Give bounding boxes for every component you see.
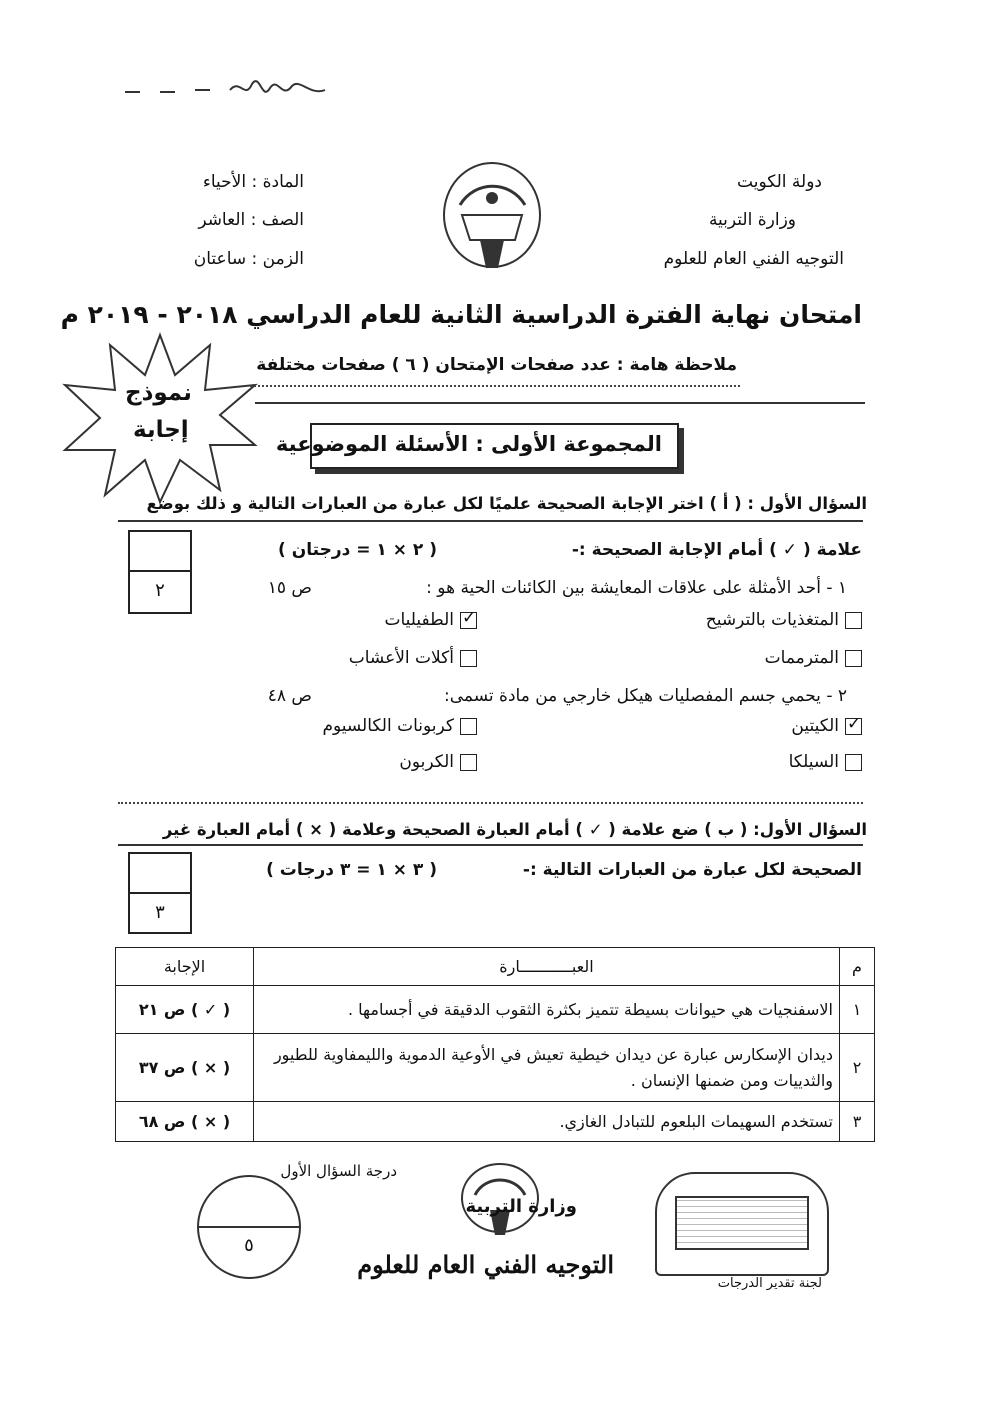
note-underline [250, 385, 740, 387]
exam-note: ملاحظة هامة : عدد صفحات الإمتحان ( ٦ ) صفحات مختلفة [256, 355, 737, 375]
q1b-intro: السؤال الأول: ( ب ) ضع علامة ( ✓ ) أمام العبارة الصحيحة وعلامة ( × ) أمام العبارة غير [162, 820, 867, 839]
q1a-marks: ( ٢ × ١ = درجتان ) [278, 540, 437, 560]
header-ministry: وزارة التربية [708, 210, 796, 230]
badge-line1: نموذج [125, 380, 192, 406]
checkbox[interactable] [845, 612, 862, 629]
checkbox[interactable] [845, 650, 862, 667]
q1b-instruction: الصحيحة لكل عبارة من العبارات التالية :- [522, 860, 862, 880]
checkbox[interactable] [460, 754, 477, 771]
q1a-item2-option3[interactable]: السيلكا [789, 752, 862, 772]
q1a-item2-stem: ٢ - يحمي جسم المفصليات هيكل خارجي من مادة تسمى: [444, 686, 847, 706]
q1a-score: ٢ [155, 580, 165, 601]
header-num: م [840, 948, 875, 986]
q1b-table [115, 947, 875, 1142]
checkbox[interactable] [845, 754, 862, 771]
row-answer: ( ✓ ) ص ٢١ [116, 986, 254, 1034]
checkbox[interactable] [460, 718, 477, 735]
q1a-item2-option4[interactable]: الكربون [399, 752, 477, 772]
q1a-instruction: علامة ( ✓ ) أمام الإجابة الصحيحة :- [571, 540, 862, 560]
header-answer: الإجابة [116, 948, 254, 986]
q1a-intro-underline [118, 520, 863, 522]
row-answer: ( × ) ص ٦٨ [116, 1102, 254, 1142]
q1a-item2-page: ص ٤٨ [267, 686, 312, 706]
table-row: ٣ تستخدم السهيمات البلعوم للتبادل الغازي. ( × ) ص ٦٨ [116, 1102, 875, 1142]
committee-stamp [655, 1172, 829, 1276]
row-statement: تستخدم السهيمات البلعوم للتبادل الغازي. [254, 1102, 840, 1142]
exam-title: امتحان نهاية الفترة الدراسية الثانية للعام الدراسي ٢٠١٨ - ٢٠١٩ م [60, 300, 862, 329]
q1a-score-box [128, 530, 192, 614]
header-country: دولة الكويت [737, 172, 822, 192]
header-grade: الصف : العاشر [198, 210, 304, 230]
q1b-marks: ( ٣ × ١ = ٣ درجات ) [266, 860, 437, 880]
top-scribble [120, 70, 350, 110]
checkbox-checked[interactable] [460, 612, 477, 629]
divider-1 [255, 402, 865, 404]
q1b-score: ٣ [155, 902, 165, 923]
q1a-item1-option4[interactable]: أكلات الأعشاب [349, 648, 477, 668]
header-subject: المادة : الأحياء [202, 172, 304, 192]
header-department: التوجيه الفني العام للعلوم [663, 249, 844, 269]
checkbox[interactable] [460, 650, 477, 667]
row-statement: الاسفنجيات هي حيوانات بسيطة تتميز بكثرة الثقوب الدقيقة في أجسامها . [254, 986, 840, 1034]
grade-label: درجة السؤال الأول [280, 1162, 397, 1180]
stamp-ministry: وزارة التربية [465, 1196, 577, 1217]
row-statement: ديدان الإسكارس عبارة عن ديدان خيطية تعيش في الأوعية الدموية والليمفاوية للطيور والثدييات ومن ضمنها الإنسان . [254, 1034, 840, 1102]
kuwait-emblem [440, 160, 545, 280]
q1a-item1-option2[interactable]: ✓الطفيليات [384, 610, 477, 630]
badge-line2: إجابة [133, 417, 189, 443]
q1b-intro-underline [118, 844, 863, 846]
table-row: ٢ ديدان الإسكارس عبارة عن ديدان خيطية تعيش في الأوعية الدموية والليمفاوية للطيور والثدييات ومن ضمنها الإنسان . ( × ) ص ٣٧ [116, 1034, 875, 1102]
q1a-item1-option1[interactable]: المتغذيات بالترشيح [706, 610, 862, 630]
q1a-item2-option1[interactable]: ✓الكيتين [791, 716, 862, 736]
divider-2 [118, 802, 863, 804]
checkbox-checked[interactable] [845, 718, 862, 735]
row-answer: ( × ) ص ٣٧ [116, 1034, 254, 1102]
q1a-intro: السؤال الأول : ( أ ) اختر الإجابة الصحيحة علميًا لكل عبارة من العبارات التالية و ذلك بوضع [146, 494, 867, 513]
grade-circle [197, 1175, 301, 1279]
stamp-department: التوجيه الفني العام للعلوم [357, 1250, 614, 1279]
stamp-committee: لجنة تقدير الدرجات [717, 1276, 822, 1291]
q1b-score-box [128, 852, 192, 934]
group-title: المجموعة الأولى : الأسئلة الموضوعية [275, 432, 662, 456]
table-row: ١ الاسفنجيات هي حيوانات بسيطة تتميز بكثرة الثقوب الدقيقة في أجسامها . ( ✓ ) ص ٢١ [116, 986, 875, 1034]
q1a-item1-option3[interactable]: المترممات [765, 648, 862, 668]
header-time: الزمن : ساعتان [193, 249, 304, 269]
grade-value: ٥ [244, 1235, 254, 1256]
table-header-row [116, 948, 875, 986]
header-statement: العبـــــــــــارة [254, 948, 840, 986]
q1a-item1-page: ص ١٥ [267, 578, 312, 598]
q1a-item1-stem: ١ - أحد الأمثلة على علاقات المعايشة بين الكائنات الحية هو : [426, 578, 847, 598]
q1a-item2-option2[interactable]: كربونات الكالسيوم [322, 716, 477, 736]
